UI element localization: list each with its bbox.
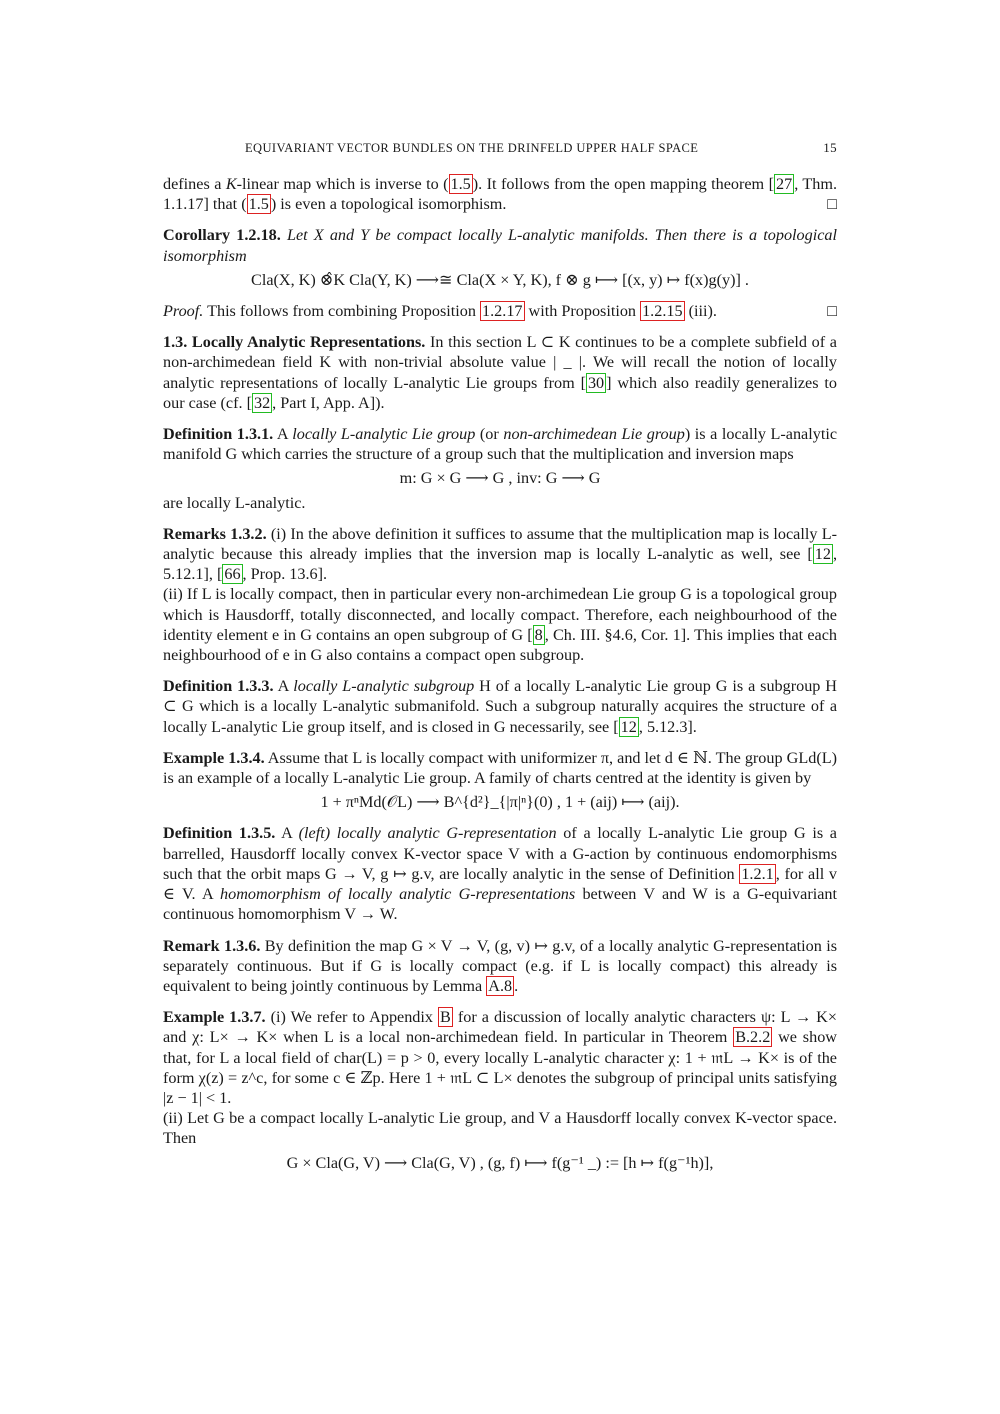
remark-1-3-6: Remark 1.3.6. By definition the map G × V → V, (g, v) ↦ g.v, of a locally analytic G-representation is separately continuous. But if G is locally compact (e.g. if L is locally compact) this already is equivalent to being jointly continuous by Lemma A.8 . (163, 936, 837, 995)
remark-label: Remarks 1.3.2. (163, 524, 267, 543)
running-title: EQUIVARIANT VECTOR BUNDLES ON THE DRINFELD UPPER HALF SPACE (245, 141, 699, 155)
display-equation: Cla(X, K) ⊗̂K Cla(Y, K) ⟶≅ Cla(X × Y, K), f ⊗ g ⟼ [(x, y) ↦ f(x)g(y)] . (251, 270, 749, 289)
definition-1-3-1: Definition 1.3.1. A locally L-analytic Lie group (or non-archimedean Lie group) is a locally L-analytic manifold G which carries the structure of a group such that the multiplication and inversion maps m: G × G ⟶ G , inv: G ⟶ G are locally L-analytic. (163, 425, 838, 512)
display-equation: m: G × G ⟶ G , inv: G ⟶ G (399, 469, 601, 488)
proof-label: Proof. (163, 302, 204, 321)
citation-link[interactable]: 12 (814, 545, 831, 564)
example-label: Example 1.3.7. (163, 1008, 266, 1027)
corollary-text: Let X and Y be compact locally L-analytic manifolds. Then there is a topological isomorphism (163, 226, 838, 265)
definition-1-3-5: Definition 1.3.5. A (left) locally analytic G-representation of a locally L-analytic Lie group G is a barrelled, Hausdorff locally convex K-vector space V with a G-action by continuous endomorphisms such that the orbit maps G → V, g ↦ g.v, are locally analytic in the sense of Definition 1.2.1 , for all v ∈ V. A homomorphism of locally analytic G-representations between V and W is a G-equivariant continuous homomorphism V → W. (163, 824, 837, 924)
citation-link[interactable]: 12 (620, 717, 637, 736)
corollary-1-2-18 (163, 225, 837, 290)
proof: Proof. This follows from combining Proposition 1.2.17 with Proposition 1.2.15 (iii). □ (163, 302, 837, 321)
definition-label: Definition 1.3.3. (163, 677, 274, 696)
remark-label: Remark 1.3.6. (163, 936, 261, 955)
running-header (163, 132, 837, 156)
qed-symbol: □ (827, 302, 837, 321)
example-1-3-7: Example 1.3.7. (i) We refer to Appendix B for a discussion of locally analytic characters ψ: L → K× and χ: L× → K× when L is a local non-archimedean field. In particular in Theorem B.2.2 we show that, for L a local field of char(L) = p > 0, every locally L-analytic character χ: 1 + 𝔪L → K× is of the form χ(z) = z^c, for some c ∈ ℤp. Here 1 + 𝔪L ⊂ L× denotes the subgroup of principal units satisfying |z − 1| < 1. (ii) Let G be a compact locally L-analytic Lie group, and V a Hausdorff locally convex K-vector space. Then G × Cla(G, V) ⟶ Cla(G, V) , (g, f) ⟼ f(g⁻¹ _) := [h ↦ f(g⁻¹h)], (163, 1008, 837, 1172)
equation-link[interactable]: 1.5 (450, 175, 471, 193)
definition-1-3-3: Definition 1.3.3. A locally L-analytic subgroup H of a locally L-analytic Lie group G is a subgroup H ⊂ G which is a locally L-analytic submanifold. Such a subgroup naturally acquires the structure of a locally L-analytic Lie group itself, and is closed in G necessarily, see [ 12 , 5.12.3]. (163, 677, 838, 736)
lemma-link[interactable]: A.8 (488, 976, 513, 995)
citation-link[interactable]: 8 (534, 625, 543, 644)
section-heading: 1.3. Locally Analytic Representations. (163, 333, 426, 352)
proposition-link[interactable]: 1.2.15 (642, 302, 683, 321)
remarks-1-3-2: Remarks 1.3.2. (i) In the above definition it suffices to assume that the multiplication map is locally L-analytic because this already implies that the inversion map is locally L-analytic as well, see [ 12 , 5.12.1], [ 66 , Prop. 13.6]. (ii) If L is locally compact, then in particular every non-archimedean Lie group G is a topological group which is Hausdorff, totally disconnected, and locally compact. Therefore, each neighbourhood of the identity element e in G contains an open subgroup of G [ 8 , Ch. III. §4.6, Cor. 1]. This implies that each neighbourhood of e in G also contains a compact open subgroup. (163, 524, 837, 665)
appendix-link[interactable]: B (440, 1008, 451, 1027)
example-label: Example 1.3.4. (163, 748, 265, 767)
citation-link[interactable]: 32 (253, 393, 271, 412)
page-number: 15 (823, 140, 837, 155)
citation-link[interactable]: 66 (224, 565, 241, 584)
qed-symbol: □ (827, 195, 837, 214)
proposition-link[interactable]: 1.2.17 (482, 302, 523, 321)
definition-label: Definition 1.3.5. (163, 824, 276, 843)
definition-label: Definition 1.3.1. (163, 425, 274, 444)
equation-link[interactable]: 1.5 (248, 195, 269, 214)
example-1-3-4: Example 1.3.4. Assume that L is locally compact with uniformizer π, and let d ∈ ℕ. The group GLd(L) is an example of a locally L-analytic Lie group. A family of charts centred at the identity is given by 1 + πⁿMd(𝒪L) ⟶ B^{d²}_{|π|ⁿ}(0) , 1 + (aij) ⟼ (aij). (163, 748, 837, 812)
citation-link[interactable]: 27 (776, 175, 793, 193)
theorem-link[interactable]: B.2.2 (735, 1028, 771, 1047)
display-equation: G × Cla(G, V) ⟶ Cla(G, V) , (g, f) ⟼ f(g⁻¹ _) := [h ↦ f(g⁻¹h)], (286, 1153, 714, 1172)
section-1-3: 1.3. Locally Analytic Representations. In this section L ⊂ K continues to be a complete subfield of a non-archimedean field K with non-trivial absolute value | _ |. We will recall the notion of locally analytic representations of locally L-analytic Lie groups from [ 30 ] which also readily generalizes to our case (cf. [ 32 , Part I, App. A]). (163, 333, 837, 412)
definition-link[interactable]: 1.2.1 (741, 864, 774, 883)
citation-link[interactable]: 30 (587, 373, 605, 392)
proof-continuation: defines a K-linear map which is inverse to ( 1.5 ). It follows from the open mapping theorem [ 27 , Thm. 1.1.17] that ( 1.5 ) is even a topological isomorphism. □ (163, 175, 838, 214)
corollary-label: Corollary 1.2.18. (163, 226, 281, 245)
paper-page (163, 132, 837, 1177)
display-equation: 1 + πⁿMd(𝒪L) ⟶ B^{d²}_{|π|ⁿ}(0) , 1 + (aij) ⟼ (aij). (320, 793, 680, 812)
